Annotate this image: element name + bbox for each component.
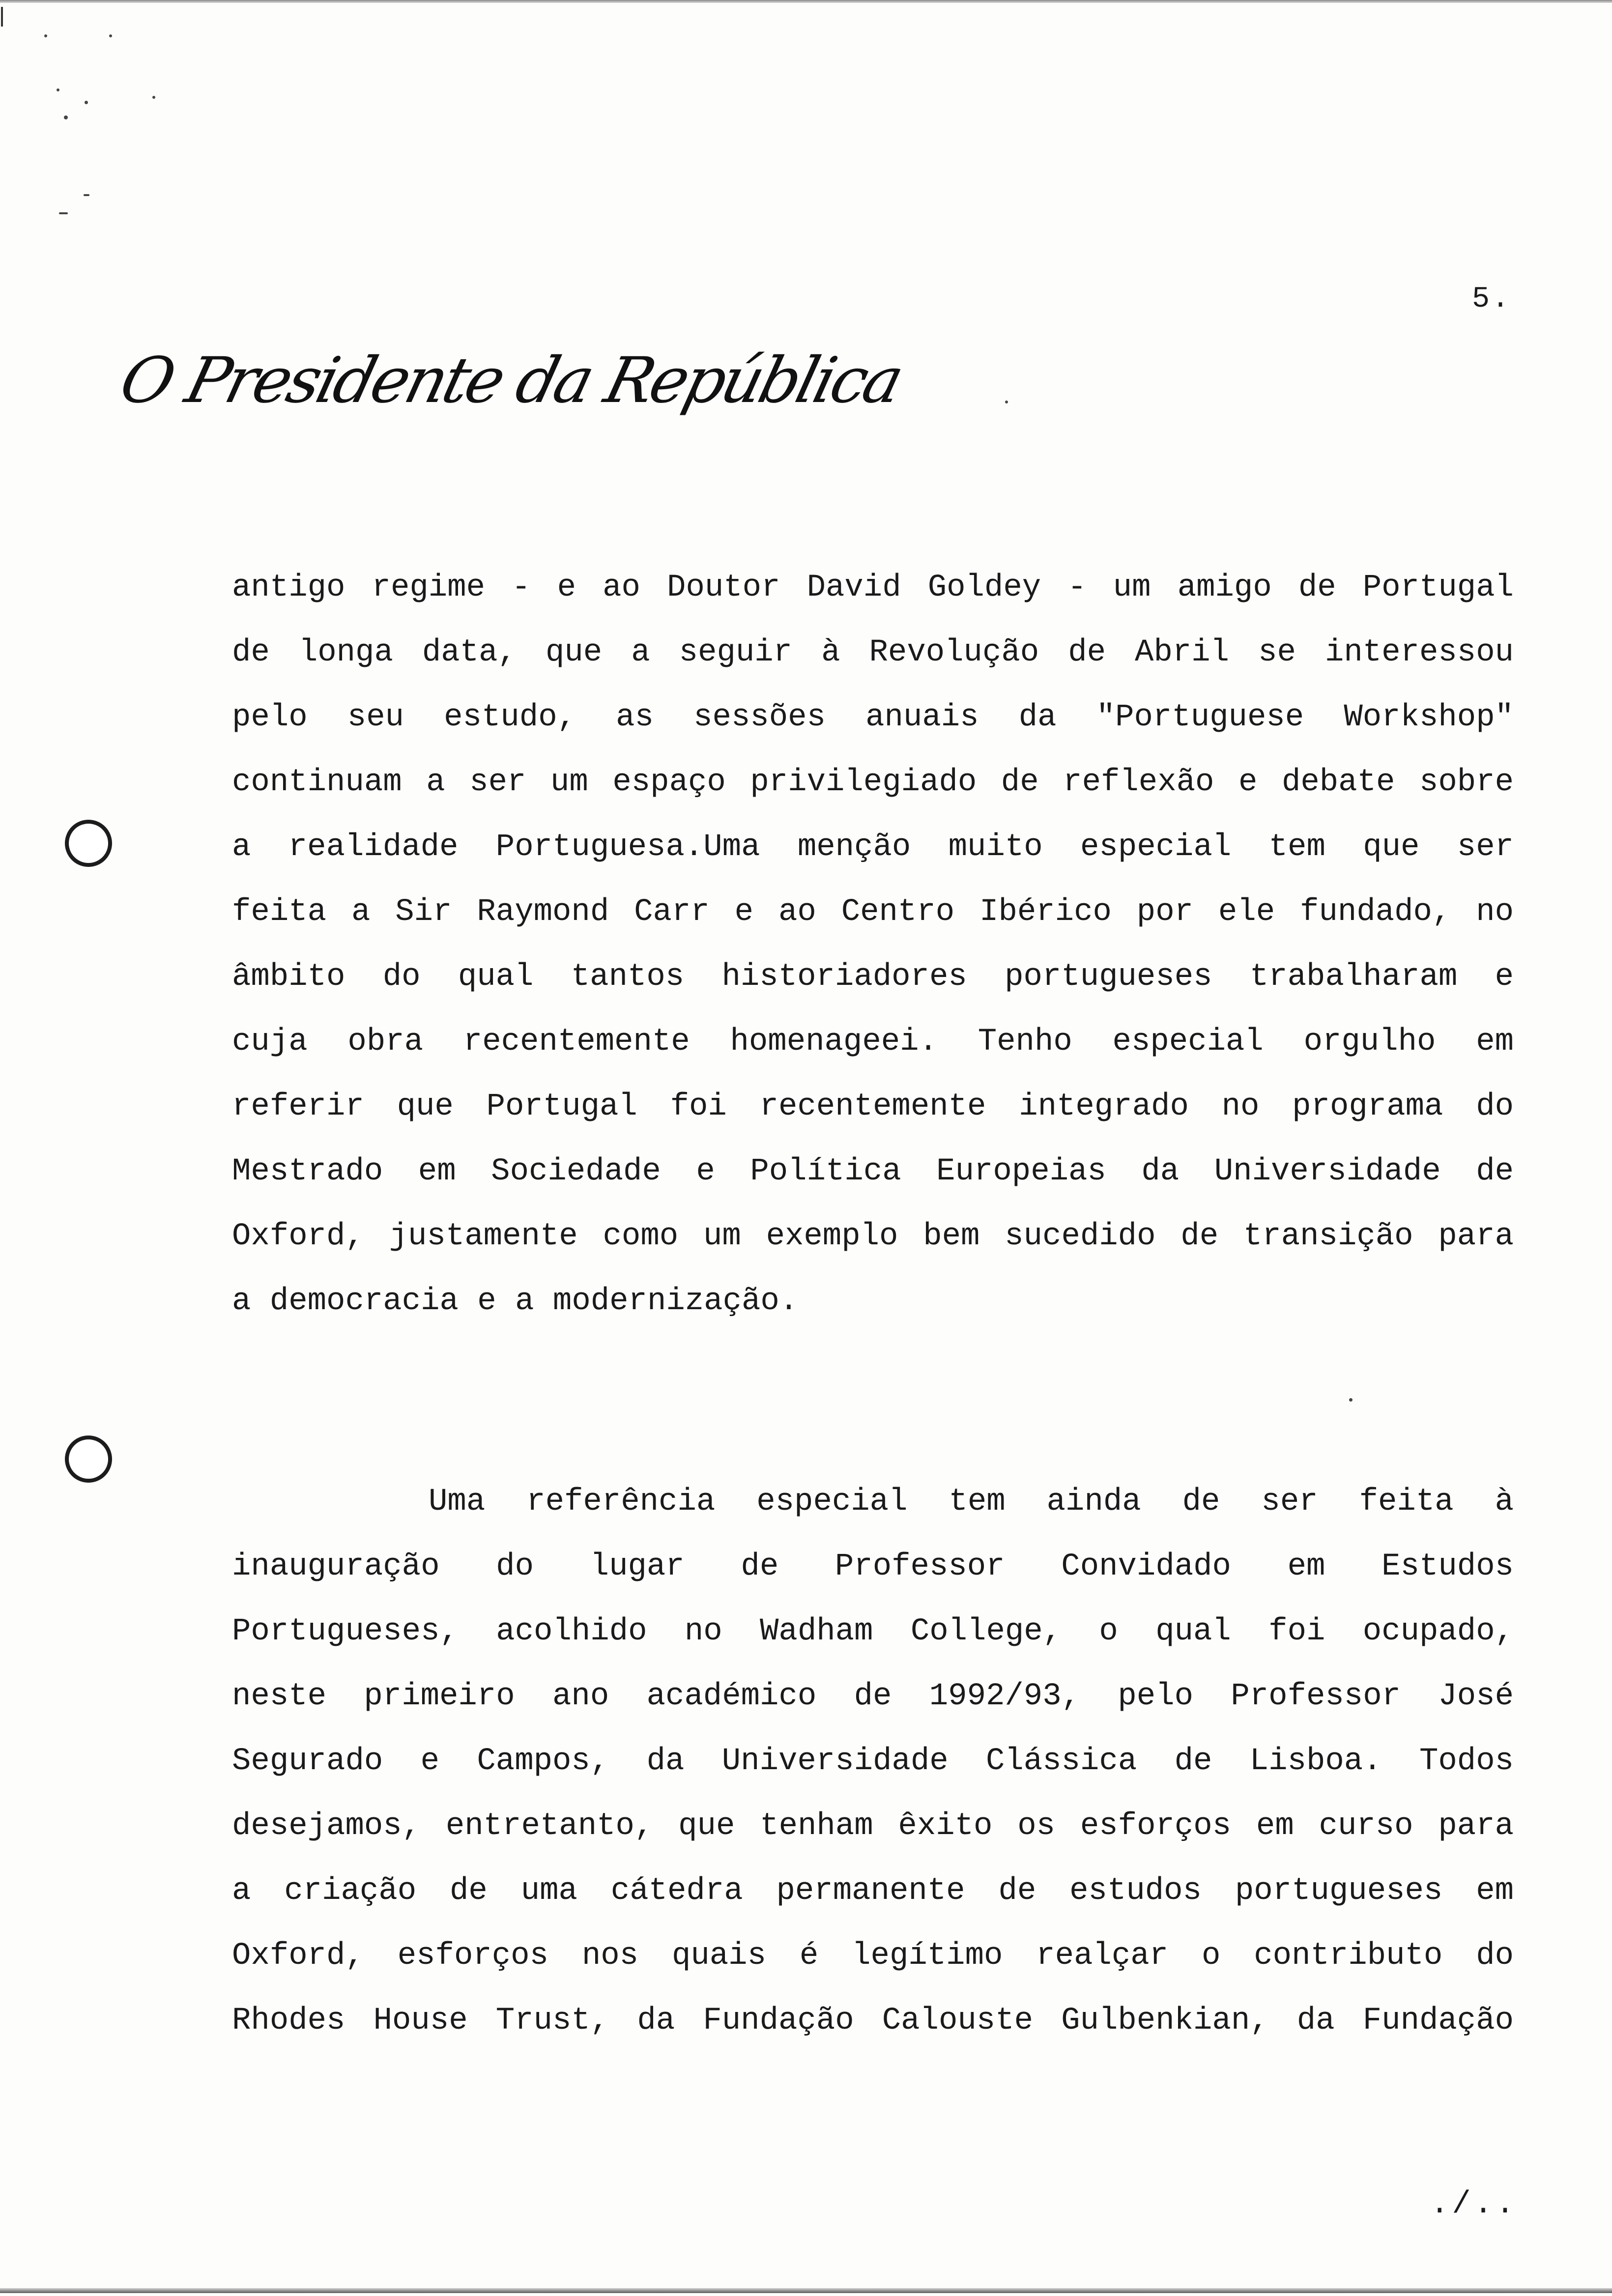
scan-bottom-edge — [0, 2288, 1612, 2293]
scan-speck — [44, 34, 47, 37]
scan-speck — [1005, 401, 1008, 403]
text-line: Oxford, esforços nos quais é legítimo realçar o contributo do — [232, 1938, 1514, 1974]
scan-speck — [57, 88, 59, 91]
text-line: Uma referência especial tem ainda de ser feita à — [429, 1484, 1514, 1520]
text-line: antigo regime - e ao Doutor David Goldey - um amigo de Portugal — [232, 570, 1514, 605]
paragraph-2 — [232, 1469, 1514, 2053]
text-line: desejamos, entretanto, que tenham êxito os esforços em curso para — [232, 1808, 1514, 1844]
text-line: Mestrado em Sociedade e Política Europeias da Universidade de — [232, 1154, 1514, 1189]
scan-speck — [109, 34, 112, 37]
continuation-mark: ./.. — [1430, 2187, 1518, 2222]
scan-speck — [84, 194, 89, 196]
text-line: a democracia e a modernização. — [232, 1284, 799, 1319]
scan-speck — [59, 212, 68, 214]
text-line: referir que Portugal foi recentemente integrado no programa do — [232, 1089, 1514, 1124]
paragraph-1 — [232, 555, 1514, 1334]
punch-hole — [65, 1435, 112, 1483]
text-line: Rhodes House Trust, da Fundação Calouste Gulbenkian, da Fundação — [232, 2003, 1514, 2038]
letterhead-title: O Presidente da República — [113, 344, 908, 417]
punch-hole — [65, 820, 112, 867]
text-line: Oxford, justamente como um exemplo bem sucedido de transição para — [232, 1219, 1514, 1254]
text-line: neste primeiro ano académico de 1992/93, pelo Professor José — [232, 1679, 1514, 1714]
text-line: feita a Sir Raymond Carr e ao Centro Ibérico por ele fundado, no — [232, 894, 1514, 930]
text-line: a criação de uma cátedra permanente de estudos portugueses em — [232, 1873, 1514, 1909]
scan-speck — [64, 115, 68, 119]
text-line: continuam a ser um espaço privilegiado de reflexão e debate sobre — [232, 765, 1514, 800]
text-line: cuja obra recentemente homenageei. Tenho especial orgulho em — [232, 1024, 1514, 1060]
text-line: de longa data, que a seguir à Revolução de Abril se interessou — [232, 635, 1514, 670]
scan-speck — [152, 96, 155, 99]
scan-speck — [85, 101, 88, 104]
text-line: a realidade Portuguesa.Uma menção muito especial tem que ser — [232, 830, 1514, 865]
scan-left-mark — [1, 7, 3, 27]
text-line: Portugueses, acolhido no Wadham College, o qual foi ocupado, — [232, 1614, 1514, 1649]
text-line: pelo seu estudo, as sessões anuais da "Portuguese Workshop" — [232, 700, 1514, 735]
scan-speck — [1349, 1398, 1353, 1402]
text-line: Segurado e Campos, da Universidade Clássica de Lisboa. Todos — [232, 1744, 1514, 1779]
text-line: inauguração do lugar de Professor Convidado em Estudos — [232, 1549, 1514, 1584]
text-line: âmbito do qual tantos historiadores portugueses trabalharam e — [232, 959, 1514, 995]
page-number: 5. — [1472, 283, 1512, 316]
scan-top-edge — [0, 0, 1612, 3]
